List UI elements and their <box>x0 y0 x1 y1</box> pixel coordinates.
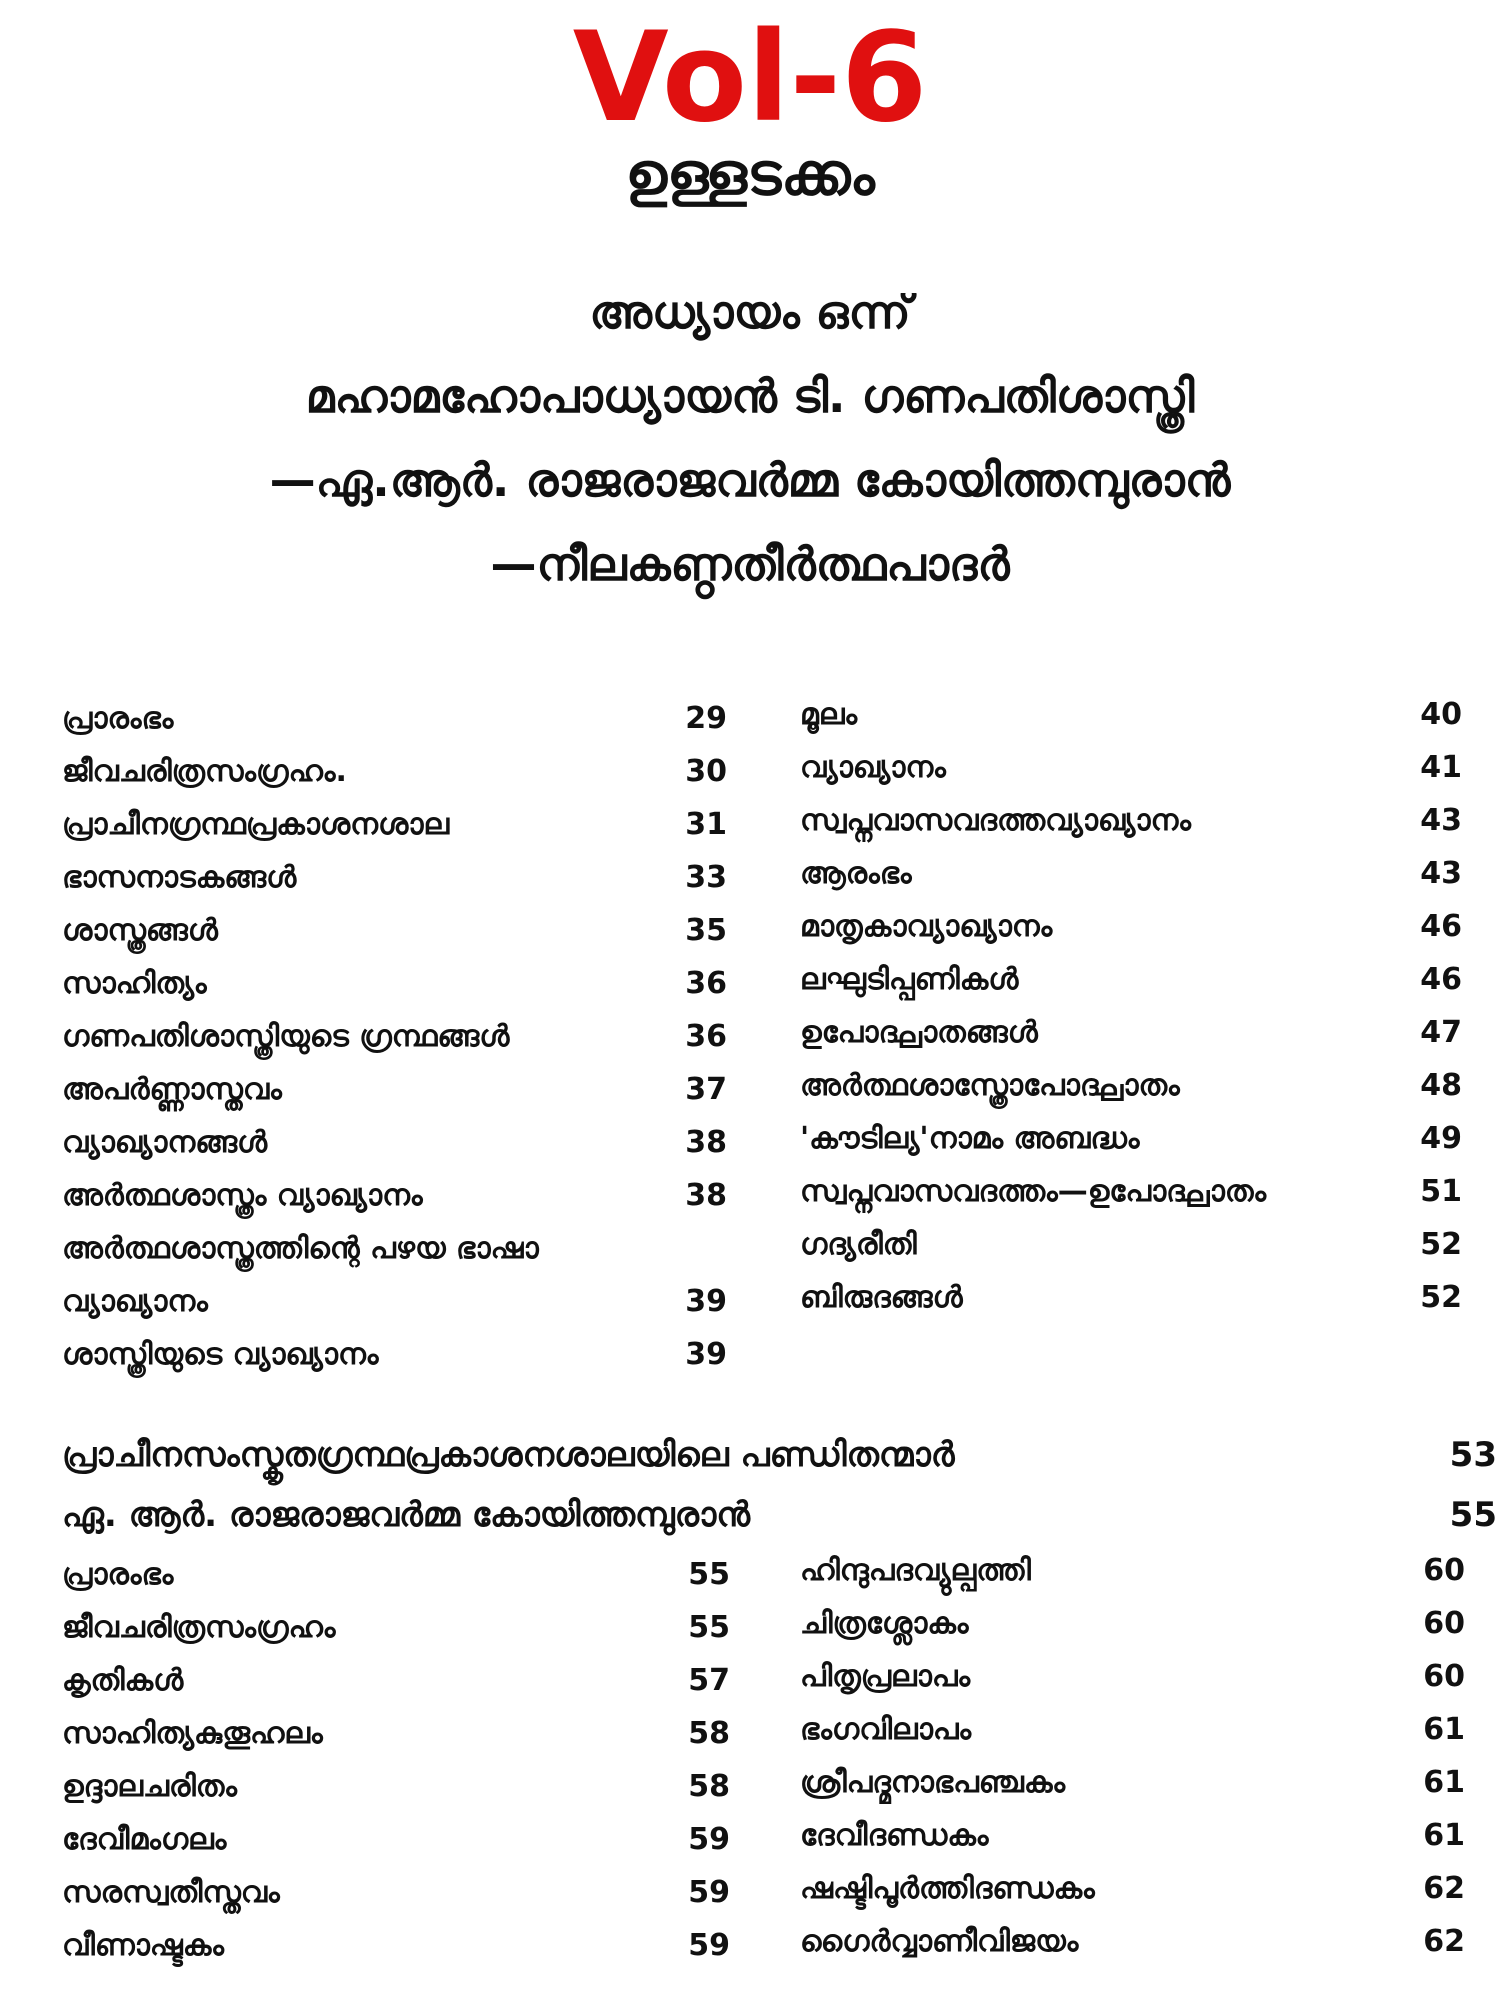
chapter-line: അധ്യായം ഒന്ന് <box>589 285 911 339</box>
toc-entry-page: 36 <box>685 966 727 1001</box>
toc-entry-title: ഹിന്ദുപദവ്യുല്പത്തി <box>800 1553 1031 1588</box>
toc-entry <box>62 1601 730 1654</box>
toc-entry-page: 52 <box>1420 1227 1462 1262</box>
toc-entry <box>62 1169 727 1222</box>
toc-entry <box>62 1425 1497 1485</box>
toc-entry <box>62 798 727 851</box>
toc-entry-title: ഷഷ്ടിപൂർത്തിദണ്ഡകം <box>800 1871 1095 1906</box>
toc-entry <box>62 1919 730 1972</box>
toc-entry-title: ഗൈർവ്വാണീവിജയം <box>800 1924 1079 1959</box>
toc-entry-title: 'കൗടില്യ'നാമം അബദ്ധം <box>800 1121 1140 1156</box>
toc-entry-page: 30 <box>685 754 727 789</box>
chapter-line: —ഏ.ആർ. രാജരാജവർമ്മ കോയിത്തമ്പുരാൻ <box>269 453 1231 507</box>
toc-entry <box>800 1165 1462 1218</box>
toc-section2-left <box>62 1548 730 1972</box>
toc-entry-page: 59 <box>688 1928 730 1963</box>
toc-entry-title: അർത്ഥശാസ്ത്രം വ്യാഖ്യാനം <box>62 1178 423 1213</box>
toc-entry <box>800 1915 1465 1968</box>
toc-entry-page: 33 <box>685 860 727 895</box>
toc-entry-page: 55 <box>688 1610 730 1645</box>
toc-entry <box>800 900 1462 953</box>
chapter-line: —നീലകണ്ഠതീർത്ഥപാദർ <box>490 537 1010 591</box>
toc-entry-page: 60 <box>1423 1606 1465 1641</box>
toc-entry <box>800 1006 1462 1059</box>
toc-entry-title: ലഘുടിപ്പണികൾ <box>800 962 1019 997</box>
toc-entry-title: പ്രാചീനസംസ്കൃതഗ്രന്ഥപ്രകാശനശാലയിലെ പണ്ഡിതന്മാർ <box>62 1435 955 1475</box>
toc-entry <box>800 1271 1462 1324</box>
toc-entry-page: 55 <box>1449 1495 1497 1535</box>
toc-entry-page: 41 <box>1420 750 1462 785</box>
toc-entry-page: 58 <box>688 1716 730 1751</box>
toc-entry-title: പ്രാരംഭം <box>62 1557 174 1592</box>
toc-entry-page: 58 <box>688 1769 730 1804</box>
toc-entry <box>800 1809 1465 1862</box>
toc-entry <box>62 1275 727 1328</box>
toc-entry-title: ഉപോദ്ഘാതങ്ങൾ <box>800 1015 1038 1050</box>
toc-entry-page: 46 <box>1420 962 1462 997</box>
toc-entry <box>62 1760 730 1813</box>
toc-entry-page: 60 <box>1423 1659 1465 1694</box>
toc-entry-page: 47 <box>1420 1015 1462 1050</box>
toc-entry-page: 39 <box>685 1337 727 1372</box>
toc-entry <box>62 1548 730 1601</box>
toc-entry <box>62 692 727 745</box>
toc-entry-page: 49 <box>1420 1121 1462 1156</box>
toc-entry-title: മാതൃകാവ്യാഖ്യാനം <box>800 909 1053 944</box>
toc-entry <box>62 851 727 904</box>
toc-entry-page: 61 <box>1423 1818 1465 1853</box>
toc-entry <box>800 688 1462 741</box>
toc-entry-page: 61 <box>1423 1765 1465 1800</box>
toc-entry-title: മൂലം <box>800 697 858 732</box>
toc-entry-title: ഭാസനാടകങ്ങൾ <box>62 860 297 895</box>
toc-entry-title: പ്രാരംഭം <box>62 701 174 736</box>
toc-entry-page: 36 <box>685 1019 727 1054</box>
toc-entry-page: 43 <box>1420 803 1462 838</box>
toc-entry <box>800 1597 1465 1650</box>
toc-entry-page: 46 <box>1420 909 1462 944</box>
toc-entry-title: കൃതികൾ <box>62 1663 184 1698</box>
toc-entry-title: ദേവീദണ്ഡകം <box>800 1818 989 1853</box>
toc-entry <box>800 1650 1465 1703</box>
toc-entry <box>800 1703 1465 1756</box>
toc-entry <box>62 1485 1497 1545</box>
toc-entry <box>800 1544 1465 1597</box>
toc-entry-page: 53 <box>1449 1435 1497 1475</box>
toc-entry-page: 62 <box>1423 1924 1465 1959</box>
toc-entry-page: 35 <box>685 913 727 948</box>
toc-entry <box>62 745 727 798</box>
toc-entry <box>800 1112 1462 1165</box>
toc-entry <box>800 1218 1462 1271</box>
toc-entry-title: ദേവീമംഗലം <box>62 1822 227 1857</box>
toc-section1-right <box>800 688 1462 1324</box>
toc-entry <box>62 1063 727 1116</box>
toc-entry-page: 62 <box>1423 1871 1465 1906</box>
toc-entry <box>62 1328 727 1381</box>
toc-entry-title: ഗണപതിശാസ്ത്രിയുടെ ഗ്രന്ഥങ്ങൾ <box>62 1019 510 1054</box>
toc-entry <box>62 1222 727 1275</box>
toc-entry-page: 40 <box>1420 697 1462 732</box>
toc-entry <box>62 1707 730 1760</box>
toc-entry-page: 59 <box>688 1822 730 1857</box>
volume-label: Vol-6 <box>572 6 928 150</box>
toc-entry <box>62 904 727 957</box>
toc-entry-title: ബിരുദങ്ങൾ <box>800 1280 963 1315</box>
toc-entry-page: 55 <box>688 1557 730 1592</box>
toc-entry-title: അപർണ്ണാസ്തവം <box>62 1072 282 1107</box>
toc-entry-page: 38 <box>685 1125 727 1160</box>
toc-entry-page: 29 <box>685 701 727 736</box>
toc-entry-title: വീണാഷ്ടകം <box>62 1928 224 1963</box>
toc-entry-title: ഉദ്ദാലചരിതം <box>62 1769 237 1804</box>
toc-entry <box>800 1756 1465 1809</box>
toc-entry-page: 48 <box>1420 1068 1462 1103</box>
toc-entry-page: 39 <box>685 1284 727 1319</box>
toc-entry-title: വ്യാഖ്യാനങ്ങൾ <box>62 1125 268 1160</box>
toc-entry-title: ജീവചരിത്രസംഗ്രഹം <box>62 1610 336 1645</box>
toc-entry-page: 43 <box>1420 856 1462 891</box>
toc-entry <box>800 1059 1462 1112</box>
toc-entry <box>62 1116 727 1169</box>
toc-entry-title: ജീവചരിത്രസംഗ്രഹം. <box>62 754 347 789</box>
toc-entry <box>62 1813 730 1866</box>
toc-entry-title: സാഹിത്യം <box>62 966 207 1001</box>
toc-entry-title: വ്യാഖ്യാനം <box>800 750 946 785</box>
toc-entry <box>62 1654 730 1707</box>
toc-entry-title: പിതൃപ്രലാപം <box>800 1659 971 1694</box>
toc-entry-title: അർത്ഥശാസ്ത്രത്തിന്റെ പഴയ ഭാഷാ <box>62 1231 539 1266</box>
toc-entry <box>800 953 1462 1006</box>
contents-title: ഉള്ളടക്കം <box>625 140 875 208</box>
toc-entry <box>62 1010 727 1063</box>
toc-entry <box>800 847 1462 900</box>
toc-entry-page: 57 <box>688 1663 730 1698</box>
toc-entry-page: 37 <box>685 1072 727 1107</box>
toc-entry-title: സ്വപ്നവാസവദത്തവ്യാഖ്യാനം <box>800 803 1191 838</box>
toc-entry-title: വ്യാഖ്യാനം <box>62 1284 208 1319</box>
chapter-line: മഹാമഹോപാധ്യായൻ ടി. ഗണപതിശാസ്ത്രി <box>305 369 1195 423</box>
toc-entry-title: ശ്രീപദ്മനാഭപഞ്ചകം <box>800 1765 1066 1800</box>
toc-entry <box>62 1866 730 1919</box>
toc-entry-title: പ്രാചീനഗ്രന്ഥപ്രകാശനശാല <box>62 807 450 842</box>
toc-entry-title: അർത്ഥശാസ്ത്രോപോദ്ഘാതം <box>800 1068 1180 1103</box>
toc-entry <box>62 957 727 1010</box>
toc-entry-page: 60 <box>1423 1553 1465 1588</box>
toc-entry-page: 59 <box>688 1875 730 1910</box>
toc-entry-page: 52 <box>1420 1280 1462 1315</box>
toc-entry-title: ഭംഗവിലാപം <box>800 1712 972 1747</box>
toc-entry <box>800 1862 1465 1915</box>
toc-entry-title: സാഹിത്യകുതൂഹലം <box>62 1716 323 1751</box>
toc-entry-title: ചിത്രശ്ലോകം <box>800 1606 969 1641</box>
toc-section2-headings <box>62 1425 1497 1545</box>
toc-entry-title: സരസ്വതീസ്തവം <box>62 1875 280 1910</box>
toc-entry-title: സ്വപ്നവാസവദത്തം—ഉപോദ്ഘാതം <box>800 1174 1267 1209</box>
toc-section2-right <box>800 1544 1465 1968</box>
toc-entry-title: ആരംഭം <box>800 856 912 891</box>
toc-entry-page: 51 <box>1420 1174 1462 1209</box>
toc-section1-left <box>62 692 727 1381</box>
toc-entry-page: 31 <box>685 807 727 842</box>
toc-entry-title: ശാസ്ത്രിയുടെ വ്യാഖ്യാനം <box>62 1337 379 1372</box>
toc-entry-title: ശാസ്ത്രങ്ങൾ <box>62 913 218 948</box>
toc-entry-page: 38 <box>685 1178 727 1213</box>
toc-entry <box>800 794 1462 847</box>
chapter-heading <box>0 270 1500 606</box>
toc-entry-title: ഏ. ആർ. രാജരാജവർമ്മ കോയിത്തമ്പുരാൻ <box>62 1495 750 1535</box>
toc-entry-page: 61 <box>1423 1712 1465 1747</box>
toc-entry <box>800 741 1462 794</box>
toc-entry-title: ഗദ്യരീതി <box>800 1227 917 1262</box>
